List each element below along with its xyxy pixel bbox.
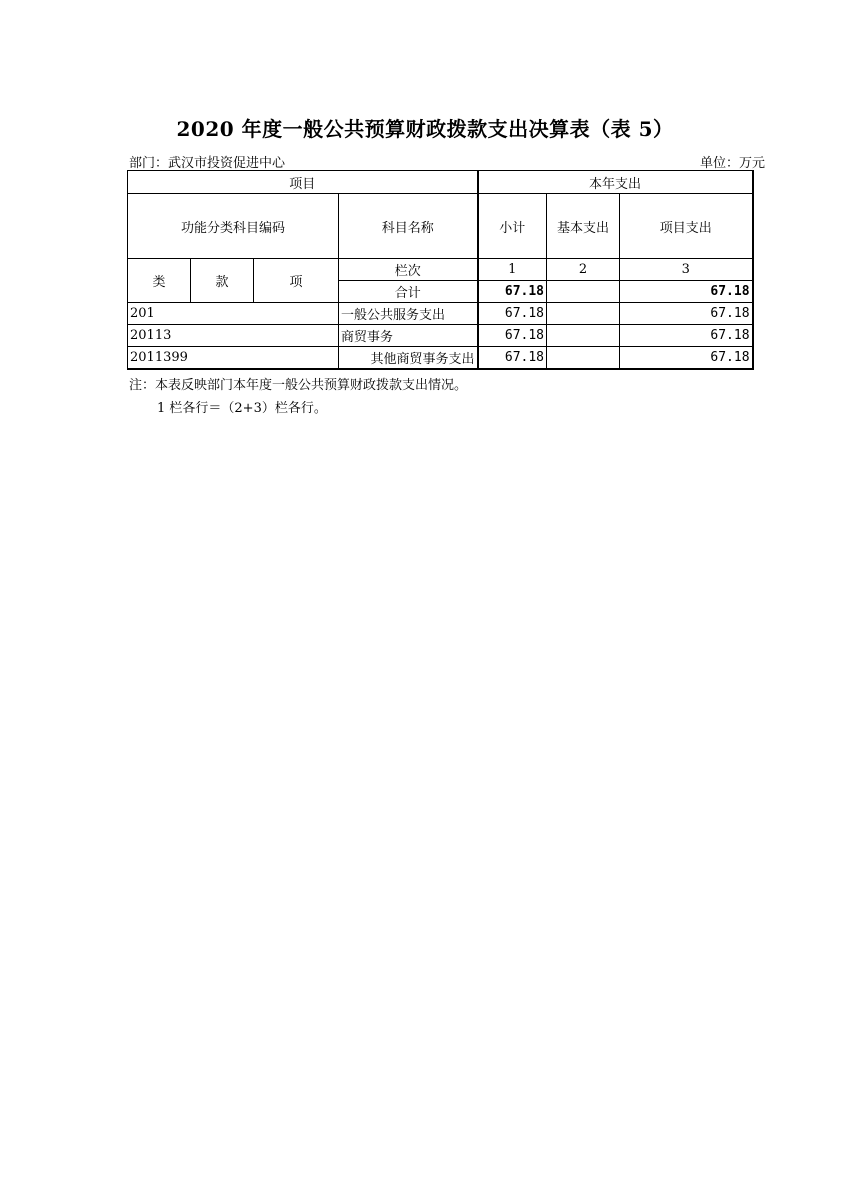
row-project: 67.18 [620,325,753,347]
row-code: 2011399 [128,347,339,369]
table-row [128,303,753,325]
note-line-2: 1 栏各行＝（2+3）栏各行。 [157,401,327,416]
lanci-1: 1 [478,259,547,281]
row-name: 商贸事务 [339,325,478,347]
header-code: 功能分类科目编码 [128,194,339,259]
header-group-expenditure: 本年支出 [478,171,753,194]
expenditure-table [127,170,754,370]
header-group-items: 项目 [128,171,478,194]
header-lei: 类 [128,259,191,303]
row-basic [547,347,620,369]
header-project: 项目支出 [620,194,753,259]
table-row [128,325,753,347]
table-row [128,347,753,369]
header-subtotal: 小计 [478,194,547,259]
lanci-label: 栏次 [339,259,478,281]
row-basic [547,325,620,347]
row-subtotal: 67.18 [478,325,547,347]
department-label: 部门：武汉市投资促进中心 [129,156,286,171]
unit-label: 单位：万元 [699,156,765,171]
total-subtotal: 67.18 [478,281,547,303]
lanci-3: 3 [620,259,753,281]
row-subtotal: 67.18 [478,303,547,325]
page-title: 2020 年度一般公共预算财政拨款支出决算表（表 5） [176,117,674,141]
header-name: 科目名称 [339,194,478,259]
row-subtotal: 67.18 [478,347,547,369]
row-project: 67.18 [620,347,753,369]
total-basic [547,281,620,303]
header-xiang: 项 [254,259,339,303]
lanci-2: 2 [547,259,620,281]
header-kuan: 款 [191,259,254,303]
row-name: 一般公共服务支出 [339,303,478,325]
row-name: 其他商贸事务支出 [339,347,478,369]
note-line-1: 注：本表反映部门本年度一般公共预算财政拨款支出情况。 [129,378,468,393]
total-project: 67.18 [620,281,753,303]
row-code: 20113 [128,325,339,347]
row-code: 201 [128,303,339,325]
total-label: 合计 [339,281,478,303]
row-project: 67.18 [620,303,753,325]
header-basic: 基本支出 [547,194,620,259]
row-basic [547,303,620,325]
